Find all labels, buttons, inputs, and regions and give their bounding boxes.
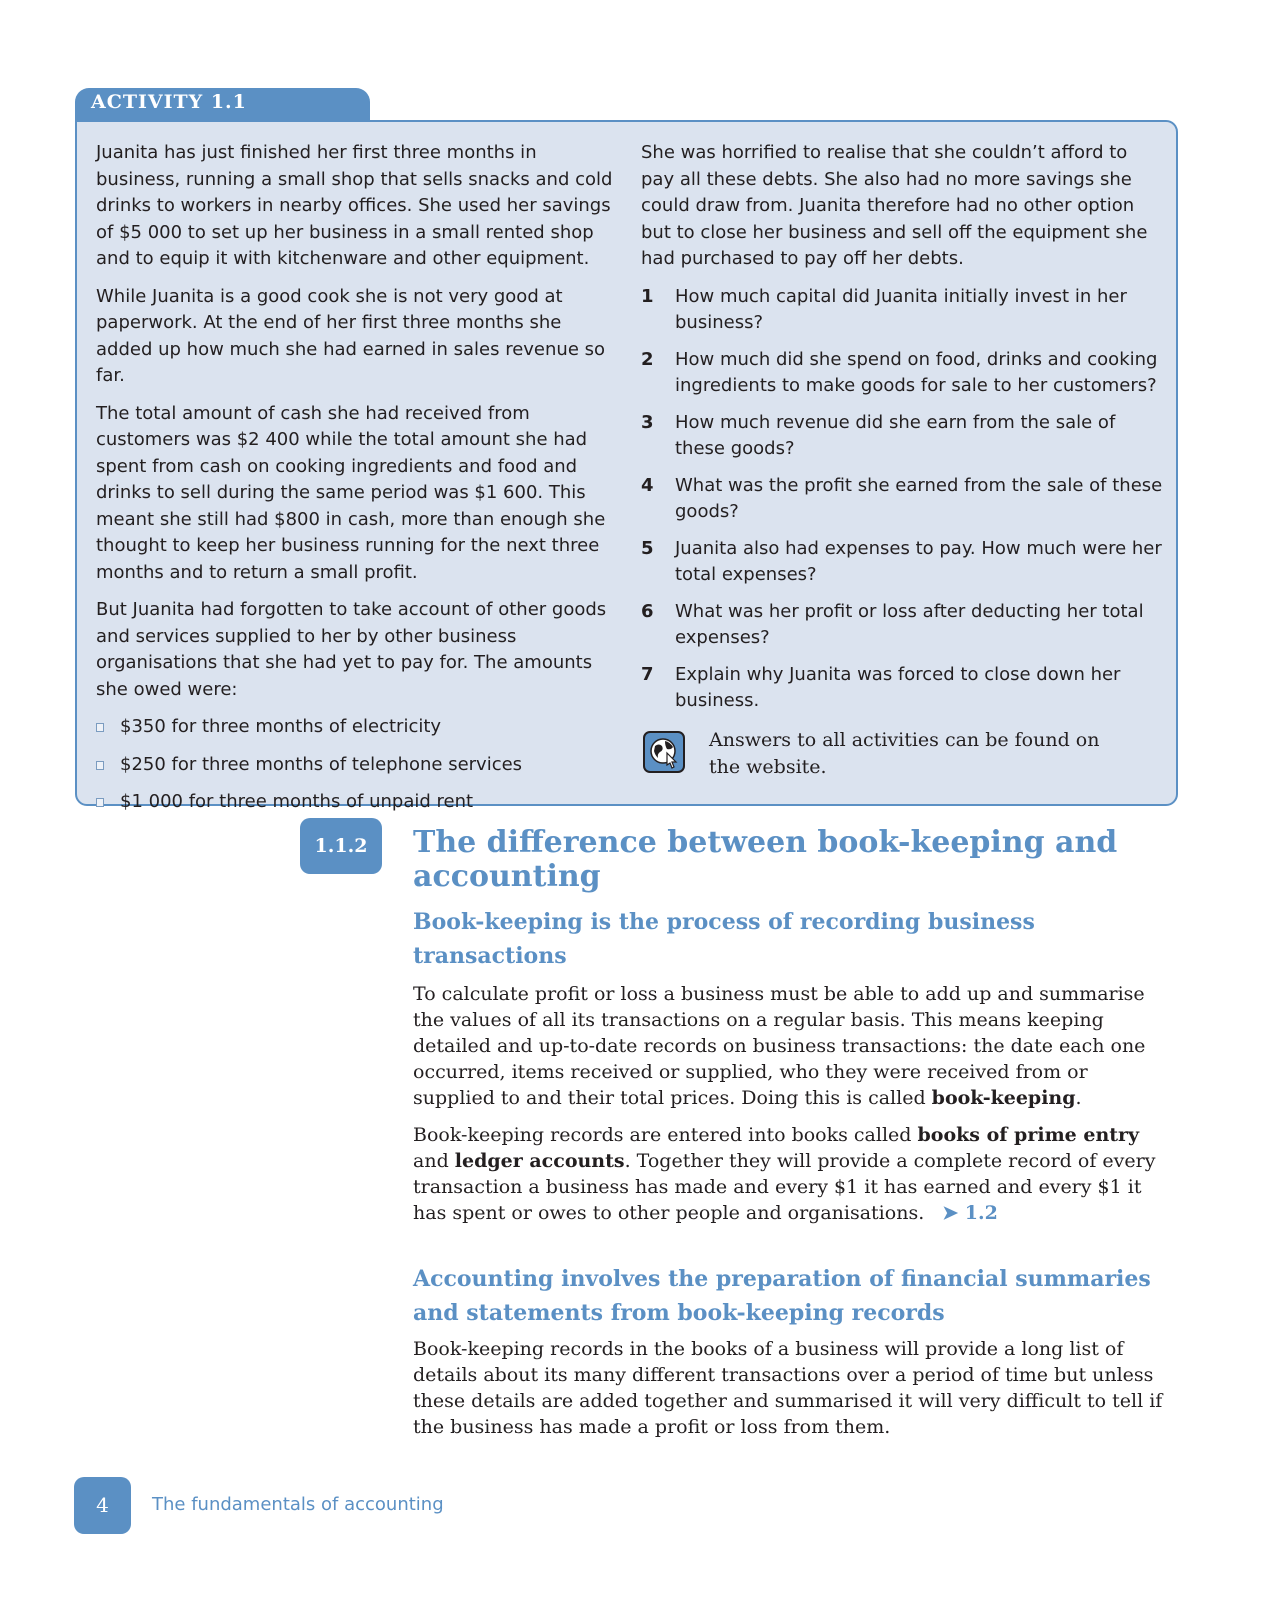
key-term: ledger accounts — [454, 1150, 625, 1172]
activity-paragraph: But Juanita had forgotten to take account of other goods and services supplied to her by other business organisations that she had yet to pay for. The amounts she owed were: — [96, 599, 607, 700]
question-number: 7 — [641, 663, 654, 685]
list-item — [641, 347, 1166, 400]
activity-box — [75, 120, 1178, 812]
activity-label: ACTIVITY 1.1 — [75, 88, 370, 122]
paragraph-text: To calculate profit or loss a business must be able to add up and summarise the values of all its transactions on a regular basis. This means keeping detailed and up-to-date records on business transactions: the date each one occurred, items received or supplied, who they were received from or supplied to and their total prices. Doing this is called — [413, 983, 1146, 1109]
question-text: What was the profit she earned from the sale of these goods? — [675, 474, 1163, 522]
list-item — [96, 752, 621, 779]
debt-text: $350 for three months of electricity — [120, 716, 442, 737]
key-term: book-keeping — [931, 1087, 1076, 1109]
question-number: 6 — [641, 600, 654, 622]
question-number: 3 — [641, 411, 654, 433]
list-item — [641, 536, 1166, 589]
section-number-badge: 1.1.2 — [300, 818, 382, 874]
paragraph-text: . Together they will provide a complete record of every transaction a business has made and every $1 it has earned and every $1 it has spent or owes to other people and organisations. — [413, 1150, 1156, 1224]
question-number: 5 — [641, 537, 654, 559]
globe-icon-graphic — [645, 733, 683, 771]
accounting-body — [413, 1336, 1173, 1451]
cross-reference-link[interactable]: ➤ 1.2 — [942, 1202, 998, 1224]
activity-paragraph: She was horrified to realise that she couldn’t afford to pay all these debts. She also had no more savings she could draw from. Juanita therefore had no other option but to close her business and sell off the equipment she had purchased to pay off her debts. — [641, 142, 1148, 269]
question-number: 2 — [641, 348, 654, 370]
footer-chapter-title: The fundamentals of accounting — [152, 1494, 444, 1515]
bullet-icon — [96, 798, 104, 807]
key-term: books of prime entry — [917, 1124, 1140, 1146]
activity-paragraph: The total amount of cash she had received from customers was $2 400 while the total amount she had spent from cash on cooking ingredients and food and drinks to sell during the same period was $1 600. This meant she still had $800 in cash, more than enough she thought to keep her business running for the next three months and to return a small profit. — [96, 402, 606, 583]
paragraph-text: . — [1075, 1087, 1082, 1109]
question-text: Explain why Juanita was forced to close down her business. — [675, 663, 1121, 711]
paragraph-text: and — [413, 1150, 455, 1172]
globe-cursor-icon[interactable] — [643, 731, 685, 773]
paragraph — [413, 1122, 1173, 1226]
list-item — [641, 599, 1166, 652]
list-item — [96, 714, 621, 741]
web-note — [641, 729, 1166, 789]
question-text: Juanita also had expenses to pay. How much were her total expenses? — [675, 537, 1162, 585]
activity-left-column — [96, 140, 621, 827]
list-item — [641, 284, 1166, 337]
paragraph: Book-keeping records in the books of a business will provide a long list of details about its many different transactions over a period of time but unless these details are added together and summarised it will very difficult to tell if the business has made a profit or loss from them. — [413, 1338, 1163, 1438]
subheading-bookkeeping: Book-keeping is the process of recording business transactions — [413, 909, 1035, 969]
bookkeeping-body — [413, 981, 1173, 1237]
questions-list — [641, 284, 1166, 715]
paragraph-text: Book-keeping records are entered into books called — [413, 1124, 918, 1146]
paragraph — [413, 981, 1173, 1111]
activity-right-column — [641, 140, 1166, 789]
list-item — [96, 789, 621, 816]
question-text: How much revenue did she earn from the sale of these goods? — [675, 411, 1116, 459]
list-item — [641, 410, 1166, 463]
section-title: The difference between book-keeping and accounting — [413, 825, 1118, 894]
question-number: 1 — [641, 285, 654, 307]
list-item — [641, 662, 1166, 715]
debt-text: $1 000 for three months of unpaid rent — [120, 791, 474, 812]
question-text: How much capital did Juanita initially invest in her business? — [675, 285, 1127, 333]
debts-list — [96, 714, 621, 816]
subheading-accounting: Accounting involves the preparation of financial summaries and statements from book-keeping records — [413, 1266, 1151, 1326]
bullet-icon — [96, 723, 104, 732]
web-note-text: Answers to all activities can be found on the website. — [709, 728, 1100, 778]
debt-text: $250 for three months of telephone services — [120, 753, 523, 775]
question-number: 4 — [641, 474, 654, 496]
activity-paragraph: While Juanita is a good cook she is not very good at paperwork. At the end of her first three months she added up how much she had earned in sales revenue so far. — [96, 285, 606, 386]
bullet-icon — [96, 761, 104, 770]
page-number: 4 — [74, 1477, 131, 1534]
question-text: What was her profit or loss after deducting her total expenses? — [675, 600, 1144, 648]
activity-paragraph: Juanita has just finished her first three months in business, running a small shop that sells snacks and cold drinks to workers in nearby offices. She used her savings of $5 000 to set up her business in a small rented shop and to equip it with kitchenware and other equipment. — [96, 142, 613, 269]
list-item — [641, 473, 1166, 526]
question-text: How much did she spend on food, drinks and cooking ingredients to make goods for sale to her customers? — [675, 348, 1158, 396]
